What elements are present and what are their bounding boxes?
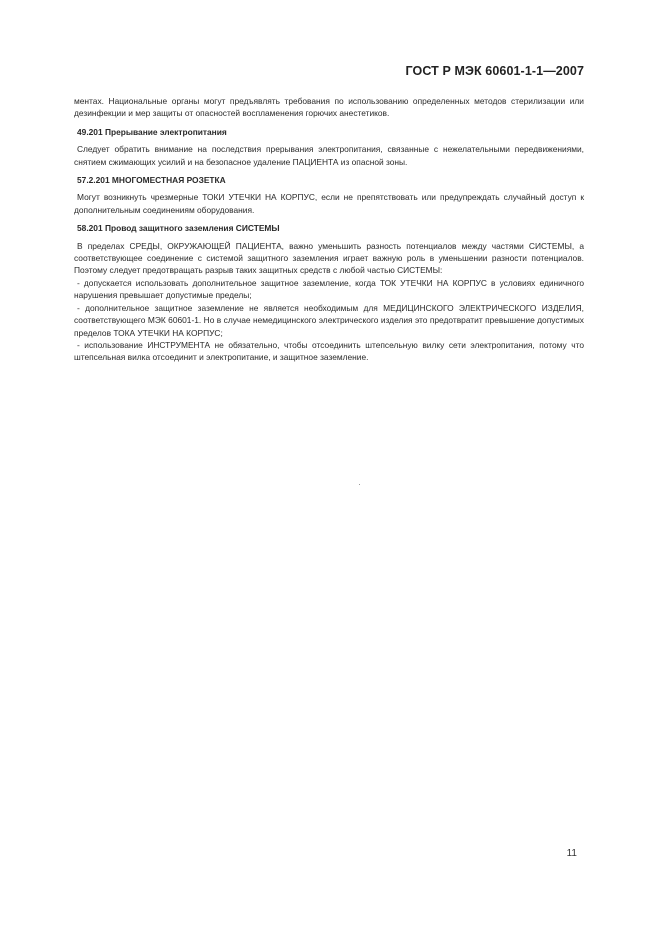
section-heading-49-201: 49.201 Прерывание электропитания bbox=[77, 126, 227, 137]
document-header: ГОСТ Р МЭК 60601-1-1—2007 bbox=[405, 64, 584, 78]
document-body bbox=[74, 95, 584, 364]
list-item: - дополнительное защитное заземление не является необходимым для МЕДИЦИНСКОГО ЭЛЕКТРИЧЕСКОГО ИЗДЕЛИЯ, соответствующего МЭК 60601-1. Но в случае немедицинского электрического изделия это предотвратит превышение допустимых пределов ТОКА УТЕЧКИ НА КОРПУС; bbox=[74, 302, 584, 338]
section-heading-57-2-201: 57.2.201 МНОГОМЕСТНАЯ РОЗЕТКА bbox=[77, 175, 226, 186]
list-item: - допускается использовать дополнительное защитное заземление, когда ТОК УТЕЧКИ НА КОРПУС в условиях единичного нарушения превышает допустимые пределы; bbox=[74, 277, 584, 301]
paragraph-58-201: В пределах СРЕДЫ, ОКРУЖАЮЩЕЙ ПАЦИЕНТА, важно уменьшить разность потенциалов между частями СИСТЕМЫ, а соответствующее соединение с системой защитного заземления играет важную роль в уменьшении разности потенциалов. Поэтому следует предотвращать разрыв таких защитных средств с любой частью СИСТЕМЫ: bbox=[74, 240, 584, 276]
list-item: - использование ИНСТРУМЕНТА не обязательно, чтобы отсоединить штепсельную вилку сети электропитания, потому что штепсельная вилка отсоединит и электропитание, и защитное заземление. bbox=[74, 339, 584, 363]
section-heading-58-201: 58.201 Провод защитного заземления СИСТЕМЫ bbox=[77, 223, 280, 234]
paragraph-57-2-201: Могут возникнуть чрезмерные ТОКИ УТЕЧКИ НА КОРПУС, если не препятствовать или предупреждать случайный доступ к дополнительным соединениям оборудования. bbox=[74, 192, 584, 215]
paragraph-49-201: Следует обратить внимание на последствия прерывания электропитания, связанные с нежелательными передвижениями, снятием сжимающих усилий и на безопасное удаление ПАЦИЕНТА из опасной зоны. bbox=[74, 144, 584, 167]
page-number: 11 bbox=[566, 848, 577, 859]
scan-speck bbox=[359, 484, 360, 485]
paragraph-continuation: ментах. Национальные органы могут предъявлять требования по использованию определенных методов стерилизации или дезинфекции и мер защиты от опасностей воспламенения горючих анестетиков. bbox=[74, 96, 584, 119]
